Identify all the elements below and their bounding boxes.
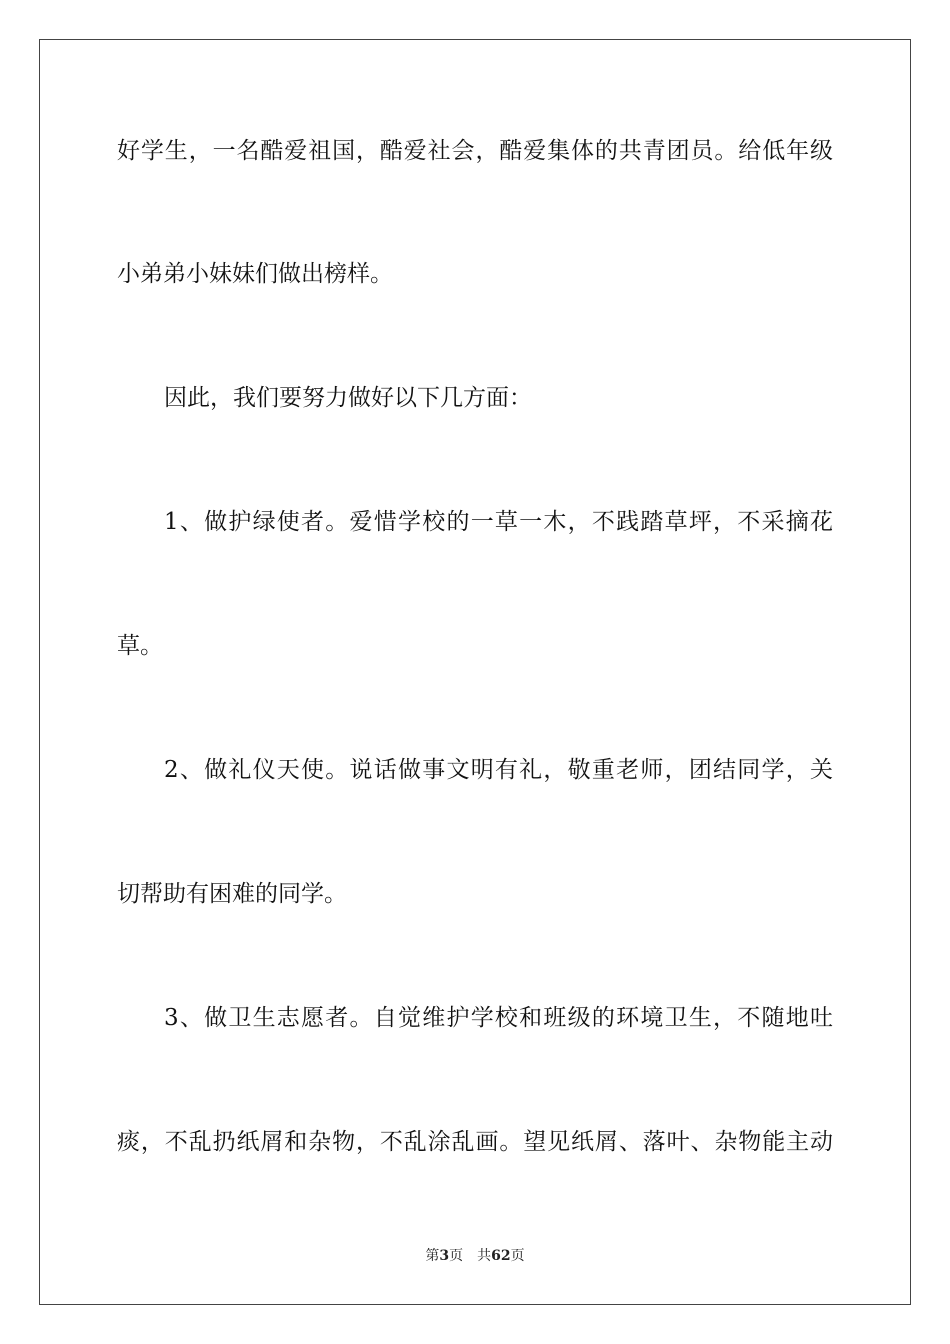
page-footer: [0, 1244, 950, 1268]
text-line-1: 好学生，一名酷爱祖国，酷爱社会，酷爱集体的共青团员。给低年级: [117, 138, 833, 164]
footer-total-prefix: 共: [477, 1248, 492, 1264]
text-line-2: 小弟弟小妹妹们做出榜样。: [117, 261, 393, 287]
text-line-3: 因此，我们要努力做好以下几方面：: [164, 385, 532, 411]
text-line-4: 1、做护绿使者。爱惜学校的一草一木，不践踏草坪，不采摘花: [164, 509, 833, 535]
footer-total-suffix: 页: [510, 1248, 525, 1264]
text-line-9: 痰，不乱扔纸屑和杂物，不乱涂乱画。望见纸屑、落叶、杂物能主动: [117, 1129, 833, 1155]
text-line-5: 草。: [117, 633, 163, 659]
page-frame: [39, 39, 911, 1305]
text-line-6: 2、做礼仪天使。说话做事文明有礼，敬重老师，团结同学，关: [164, 757, 833, 783]
text-line-8: 3、做卫生志愿者。自觉维护学校和班级的环境卫生，不随地吐: [164, 1005, 833, 1031]
footer-page-suffix: 页: [449, 1248, 464, 1264]
text-line-7: 切帮助有困难的同学。: [117, 881, 347, 907]
footer-page-number: 3: [439, 1248, 450, 1264]
footer-page-prefix: 第: [425, 1248, 440, 1264]
footer-total-pages: 62: [491, 1248, 511, 1264]
